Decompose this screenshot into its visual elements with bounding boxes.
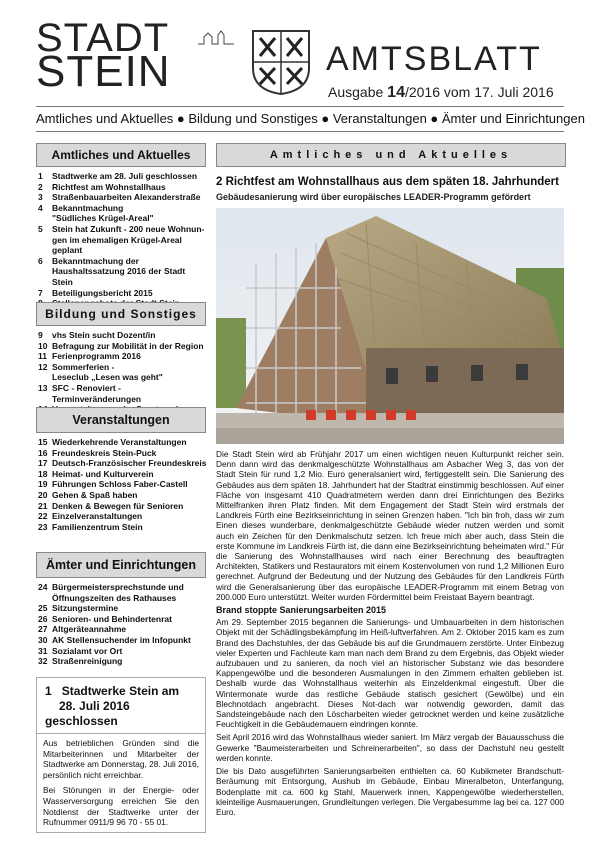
toc-item[interactable]: 4 Bekanntmachung — [38, 202, 124, 213]
article-subline: Gebäudesanierung wird über europäisches LEADER-Programm gefördert — [216, 192, 531, 202]
logo-stein: STEIN — [36, 47, 171, 96]
toc-item[interactable]: gen im ehemaligen Krügel-Areal geplant — [52, 234, 182, 256]
toc-item[interactable]: 13 SFC - Renoviert - Terminveränderungen — [38, 382, 142, 404]
toc-amtliches — [38, 171, 208, 309]
toc-item[interactable]: Öffnungszeiten des Rathauses — [52, 592, 177, 603]
toc-item[interactable]: 27 Altgeräteannahme — [38, 624, 127, 635]
coat-of-arms-icon — [250, 28, 312, 96]
divider — [36, 131, 564, 132]
toc-item[interactable]: 12 Sommerferien - — [38, 361, 115, 372]
toc-item[interactable]: 17 Deutsch-Französischer Freundeskreis — [38, 458, 207, 469]
section-header-veranstaltungen: Veranstaltungen — [36, 407, 206, 433]
toc-item[interactable]: Haushaltssatzung 2016 der Stadt Stein — [52, 266, 186, 287]
skyline-icon — [196, 28, 236, 46]
toc-item[interactable]: 9 vhs Stein sucht Dozent/in — [38, 330, 156, 340]
nav-item[interactable]: Bildung und Sonstiges — [188, 111, 318, 126]
toc-item[interactable]: 19 Führungen Schloss Faber-Castell — [38, 479, 188, 490]
nav-item[interactable]: Ämter und Einrichtungen — [441, 111, 585, 126]
toc-item[interactable]: 24 Bürgermeistersprechstunde und — [38, 582, 184, 592]
toc-item[interactable]: 16 Freundeskreis Stein-Puck — [38, 447, 157, 458]
amtsblatt-title: AMTSBLATT — [326, 40, 542, 78]
logo-stadt: STADT — [36, 16, 170, 60]
toc-item[interactable]: 26 Senioren- und Behindertenrat — [38, 613, 172, 624]
article-paragraph: Seit April 2016 wird das Wohnstallhaus wieder saniert. Im März vergab der Bauausschuss die Gewerke "Baumeisterarbeiten und Schreinerarbeiten", so dass der Dachstuhl neu gestellt werden konnte. — [216, 732, 564, 763]
toc-item[interactable]: 23 Familienzentrum Stein — [38, 521, 143, 532]
toc-item[interactable]: 30 AK Stellensuchender im Infopunkt — [38, 634, 191, 645]
toc-item[interactable]: "Südliches Krügel-Areal" — [52, 213, 154, 224]
section-header-aemter: Ämter und Einrichtungen — [36, 552, 206, 578]
toc-item[interactable]: 15 Wiederkehrende Veranstaltungen — [38, 437, 187, 447]
article-body — [216, 449, 564, 820]
article-headline: 2 Richtfest am Wohnstallhaus aus dem späten 18. Jahrhundert — [216, 176, 559, 188]
nav-item[interactable]: Amtliches und Aktuelles — [36, 111, 174, 126]
issue-line: Ausgabe 14/2016 vom 17. Juli 2016 — [328, 84, 554, 101]
toc-aemter — [38, 582, 208, 667]
toc-item[interactable]: 18 Heimat- und Kulturverein — [38, 468, 154, 479]
divider — [36, 106, 564, 107]
toc-item[interactable]: 7 Beteiligungsbericht 2015 — [38, 287, 153, 298]
section-header-amtliches: Amtliches und Aktuelles — [36, 143, 206, 167]
toc-veranstaltungen — [38, 437, 208, 532]
section-header-bildung: Bildung und Sonstiges — [36, 302, 206, 326]
toc-item[interactable]: 3 Straßenbauarbeiten Alexanderstraße — [38, 192, 201, 203]
notice-title: 1 Stadtwerke Stein am 28. Juli 2016 geschlossen — [37, 678, 205, 734]
nav-item[interactable]: Veranstaltungen — [332, 111, 427, 126]
toc-item[interactable]: 32 Straßenreinigung — [38, 656, 123, 667]
toc-item[interactable]: 1 Stadtwerke am 28. Juli geschlossen — [38, 171, 198, 181]
toc-item[interactable]: 2 Richtfest am Wohnstallhaus — [38, 181, 166, 192]
article-section-header: Amtliches und Aktuelles — [216, 143, 566, 167]
toc-item[interactable]: 22 Einzelveranstaltungen — [38, 511, 143, 522]
section-nav: Amtliches und Aktuelles ● Bildung und Sonstiges ● Veranstaltungen ● Ämter und Einrichtungen — [36, 111, 585, 126]
article-paragraph: Am 29. September 2015 begannen die Sanierungs- und Umbauarbeiten in dem historischen Objekt mit der Schädlingsbekämpfung im Heiß-luftverfahren. Am 2. Oktober 2015 kam es zum Brand des Dachstuhles, der das Gebäude bis auf die Grundmauern zerstörte. Unter Einbezug vieler Experten und Fachleute kam man nach dem Brand zu dem Ergebnis, das Objekt wieder aufzubauen und zu sanieren, da noch viel an historischer Substanz wie das besondere Kappengewölbe und die besonderen Ausmalungen in den Zimmern erhalten geblieben ist. Deshalb wurde das Wohnstallhaus weiterhin als Einzeldenkmal eingestuft. Über die Wintermonate wurde das restliche Gebäude statisch gesichert (Gewölbe) und ein Blechnotdach angebracht. Dieses Not-dach war notwendig geworden, damit das Sandsteingebäude nach den Löscharbeiten wieder getrocknet werden und keine zusätzliche Feuchtigkeit in die Gebäudemauern eindringen konnte. — [216, 617, 564, 730]
article-paragraph: Die Stadt Stein wird ab Frühjahr 2017 um einen wichtigen neuen Kulturpunkt reicher sein. Denn dann wird das denkmalgeschützte Wohnstallhaus am Asbacher Weg 3, das von der Stadt Stein für rund 1,2 Mio. Euro generalsaniert wird, fertiggestellt sein. Die Sanierung des Gebäudes aus dem späten 18. Jahrhundert hat der Stadtrat einstimmig beschlossen. Auf einer Fläche von insgesamt 410 Quadratmetern werden dann drei Einrichtungen des Bezirks Mittelfranken ihren Platz finden. Mit dem Engagement der Stadt Stein wird erstmals der Landkreis Fürth eine Bezirkseinrichtung in seinen Grenzen haben. "Ich bin froh, dass wir zum Einen dieses wunderbare, denkmalgeschützte Gebäude wieder nutzen werden und somit auch ein Zeichen für den Denkmalschutz setzen. Ich freue mich aber auch, dass Stein die erste Kommune im Landkreis Fürth ist, die dann eine Bezirkseinrichtung beheimaten wird." Für die Sanierung des Wohnstallhauses wird nach einer Berechnung des beauftragten Architekten, Statikers und Restaurators mit einem Kostenvolumen von rund 1,2 Millionen Euro gerechnet. Aufgrund der Bedeutung und der Nutzung des Gebäudes für den Landkreis Fürth wird die Generalsanierung über das europäische LEADER-Programm mit einem Betrag von 200.000 Euro unterstützt. Weiter wurden Fördermittel beim Freistaat Bayern beantragt. — [216, 449, 564, 602]
article-paragraph: Die bis Dato ausgeführten Sanierungsarbeiten enthielten ca. 60 Kubikmeter Brandschutt-Beräumung mit Entsorgung, Aushub im Gebäude, Einbau Mineralbeton, Unterfangung, Bodenplatte mit ca. 600 kg Stahl, Mauerwerk innen, Kappengewölbe wiederherstellen, kleinteilige Ausmauerungen, Grundleitungen verlegen. Die Vergabesumme lag bei ca. 127 000 Euro. — [216, 766, 564, 817]
article-subhead: Brand stoppte Sanierungsarbeiten 2015 — [216, 605, 387, 616]
toc-item[interactable]: 10 Befragung zur Mobilität in der Region — [38, 340, 204, 351]
toc-item[interactable]: 20 Gehen & Spaß haben — [38, 489, 138, 500]
toc-item[interactable]: 31 Sozialamt vor Ort — [38, 645, 123, 656]
notice-body: Aus betrieblichen Gründen sind die Mitarbeiterinnen und Mitarbeiter der Stadtwerke am Donnerstag, 28. Juli 2016, persönlich nicht erreichbar. Bei Störungen in der Energie- oder Wasserversorgung erreichen Sie den Notdienst der Stadtwerke unter der Rufnummer 0911/9 96 70 - 55 01. — [43, 738, 199, 828]
stadtwerke-notice — [36, 677, 206, 833]
toc-item[interactable]: 5 Stein hat Zukunft - 200 neue Wohnun- — [38, 223, 205, 234]
toc-item[interactable]: 6 Bekanntmachung der — [38, 255, 139, 266]
toc-item[interactable]: 11 Ferienprogramm 2016 — [38, 351, 141, 362]
toc-item[interactable]: 25 Sitzungstermine — [38, 603, 119, 614]
toc-item[interactable]: Leseclub „Lesen was geht" — [52, 372, 163, 383]
building-photo — [216, 208, 564, 444]
toc-bildung — [38, 330, 208, 415]
toc-item[interactable]: 21 Denken & Bewegen für Senioren — [38, 500, 184, 511]
